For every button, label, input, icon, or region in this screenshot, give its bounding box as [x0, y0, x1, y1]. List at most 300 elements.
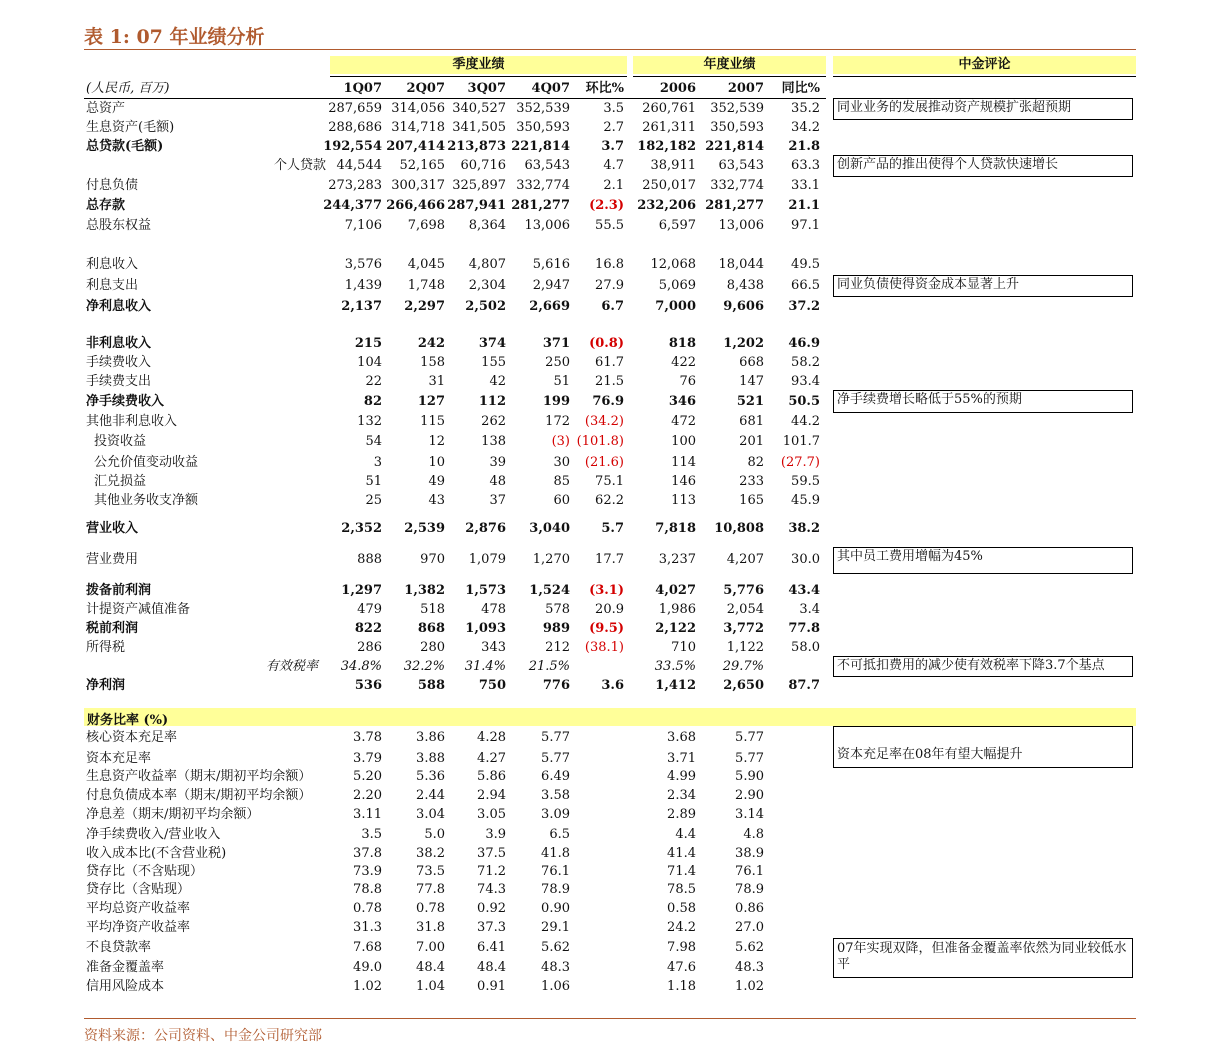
cell-value: 21.8 — [788, 139, 820, 154]
column-header: 1Q07 — [343, 81, 382, 96]
cell-value: 0.91 — [477, 979, 506, 994]
cell-value: 1,524 — [529, 583, 570, 598]
cell-value: 300,317 — [391, 178, 445, 193]
cell-value: 970 — [420, 552, 445, 567]
cell-value: 37.8 — [353, 846, 382, 861]
ratios-title: 财务比率 (%) — [87, 713, 169, 728]
row-label: 营业收入 — [86, 521, 139, 536]
cell-value: 1,079 — [468, 552, 506, 567]
cell-value: 45.9 — [791, 493, 820, 508]
cell-value: 78.8 — [353, 882, 382, 897]
row-label: 利息收入 — [86, 257, 139, 272]
cell-value: 199 — [542, 394, 570, 409]
cell-value: 422 — [671, 355, 696, 370]
commentary-header: 中金评论 — [833, 56, 1136, 74]
row-label: 汇兑损益 — [94, 474, 147, 489]
cell-value: 371 — [542, 336, 570, 351]
cell-value: 4.8 — [743, 827, 764, 842]
cell-value: 7.68 — [353, 940, 382, 955]
cell-value: 3.88 — [416, 751, 445, 766]
cell-value: 340,527 — [452, 101, 506, 116]
cell-value: 41.8 — [541, 846, 570, 861]
cell-value: 101.7 — [782, 434, 820, 449]
cell-value: 2,352 — [341, 521, 382, 536]
row-label: 收入成本比(不含营业税) — [86, 846, 227, 861]
cell-value: 478 — [481, 602, 506, 617]
cell-value: 42 — [489, 374, 506, 389]
cell-value: 30 — [553, 455, 570, 470]
cell-value: 17.7 — [595, 552, 624, 567]
cell-value: 518 — [420, 602, 445, 617]
cell-value: 350,593 — [710, 120, 764, 135]
cell-value: 346 — [668, 394, 696, 409]
cell-value: 51 — [553, 374, 570, 389]
row-label: 生息资产收益率（期末/期初平均余额） — [86, 769, 312, 784]
cell-value: 172 — [545, 414, 570, 429]
cell-value: 1.06 — [541, 979, 570, 994]
cell-value: 2.94 — [477, 788, 506, 803]
cell-value: (27.7) — [780, 455, 820, 470]
cell-value: 818 — [668, 336, 696, 351]
cell-value: 22 — [365, 374, 382, 389]
cell-value: 24.2 — [667, 920, 696, 935]
cell-value: 6.41 — [477, 940, 506, 955]
cell-value: 12,068 — [650, 257, 696, 272]
cell-value: 25 — [365, 493, 382, 508]
cell-value: 1.18 — [667, 979, 696, 994]
row-label: 总存款 — [86, 198, 126, 213]
cell-value: 21.1 — [788, 198, 820, 213]
cell-value: 4.7 — [603, 158, 624, 173]
cell-value: 2,122 — [655, 621, 696, 636]
quarterly-header: 季度业绩 — [330, 56, 627, 74]
cell-value: 2,054 — [726, 602, 764, 617]
column-header: 2006 — [659, 81, 696, 96]
cell-value: 352,539 — [710, 101, 764, 116]
cell-value: 314,718 — [391, 120, 445, 135]
cell-value: 3.6 — [601, 678, 624, 693]
cell-value: 29.1 — [541, 920, 570, 935]
row-label: 资本充足率 — [86, 751, 152, 766]
cell-value: 2,304 — [468, 278, 506, 293]
cell-value: 3 — [373, 455, 382, 470]
cell-value: 250,017 — [642, 178, 696, 193]
cell-value: 3.11 — [353, 807, 382, 822]
cell-value: 41.4 — [667, 846, 696, 861]
row-label: 税前利润 — [86, 621, 139, 636]
cell-value: 77.8 — [788, 621, 820, 636]
cell-value: (34.2) — [584, 414, 624, 429]
cell-value: 325,897 — [452, 178, 506, 193]
cell-value: 2.90 — [735, 788, 764, 803]
cell-value: 2,650 — [723, 678, 764, 693]
cell-value: 710 — [671, 640, 696, 655]
cell-value: 66.5 — [791, 278, 820, 293]
row-label: 贷存比（含贴现） — [86, 882, 191, 897]
cell-value: 8,364 — [468, 218, 506, 233]
column-header: 2Q07 — [406, 81, 445, 96]
cell-value: 1,122 — [726, 640, 764, 655]
cell-value: 3.05 — [477, 807, 506, 822]
cell-value: 71.2 — [477, 864, 506, 879]
cell-value: 77.8 — [416, 882, 445, 897]
cell-value: 73.9 — [353, 864, 382, 879]
row-label: 生息资产(毛额) — [86, 120, 175, 135]
cell-value: 5.77 — [735, 730, 764, 745]
cell-value: 4,045 — [407, 257, 445, 272]
cell-value: 287,659 — [328, 101, 382, 116]
cell-value: 29.7% — [722, 659, 764, 674]
cell-value: 3.68 — [667, 730, 696, 745]
row-label: 投资收益 — [94, 434, 147, 449]
cell-value: 2,876 — [465, 521, 506, 536]
cell-value: 4.28 — [477, 730, 506, 745]
cell-value: 280 — [420, 640, 445, 655]
row-label: 总资产 — [86, 101, 126, 116]
cell-value: 3,576 — [344, 257, 382, 272]
cell-value: 48.3 — [541, 960, 570, 975]
cell-value: 4,207 — [726, 552, 764, 567]
cell-value: 37.2 — [788, 299, 820, 314]
cell-value: 374 — [478, 336, 506, 351]
row-label: 净利润 — [86, 678, 126, 693]
cell-value: 82 — [363, 394, 382, 409]
cell-value: 71.4 — [667, 864, 696, 879]
row-label: 非利息收入 — [86, 336, 152, 351]
annual-header: 年度业绩 — [633, 56, 826, 74]
cell-value: 822 — [354, 621, 382, 636]
cell-value: 2.20 — [353, 788, 382, 803]
cell-value: 5.7 — [601, 521, 624, 536]
cell-value: 97.1 — [791, 218, 820, 233]
cell-value: 3,772 — [723, 621, 764, 636]
cell-value: 1,439 — [344, 278, 382, 293]
cell-value: 6.49 — [541, 769, 570, 784]
cell-value: 281,277 — [705, 198, 764, 213]
cell-value: 472 — [671, 414, 696, 429]
cell-value: 1,573 — [465, 583, 506, 598]
cell-value: 3.04 — [416, 807, 445, 822]
cell-value: 33.5% — [654, 659, 696, 674]
cell-value: 21.5% — [528, 659, 570, 674]
cell-value: 85 — [553, 474, 570, 489]
cell-value: 0.86 — [735, 901, 764, 916]
cell-value: 2.1 — [603, 178, 624, 193]
cell-value: 27.9 — [595, 278, 624, 293]
cell-value: 2,539 — [404, 521, 445, 536]
cell-value: 1,412 — [655, 678, 696, 693]
cell-value: 2,297 — [404, 299, 445, 314]
cell-value: 2.89 — [667, 807, 696, 822]
cell-value: 5.20 — [353, 769, 382, 784]
cell-value: 750 — [478, 678, 506, 693]
cell-value: 1.02 — [353, 979, 382, 994]
cell-value: 668 — [739, 355, 764, 370]
row-label: 其他非利息收入 — [86, 414, 178, 429]
cell-value: 2,947 — [532, 278, 570, 293]
header-rule — [330, 76, 627, 77]
cell-value: 5,776 — [723, 583, 764, 598]
column-header: 同比% — [781, 81, 820, 96]
cell-value: 989 — [542, 621, 570, 636]
cell-value: 2.44 — [416, 788, 445, 803]
row-label: 净手续费收入/营业收入 — [86, 827, 221, 842]
header-rule — [833, 76, 1136, 77]
row-label: 营业费用 — [86, 552, 139, 567]
row-label: 不良贷款率 — [86, 940, 152, 955]
footer-rule — [84, 1018, 1136, 1019]
cell-value: 286 — [357, 640, 382, 655]
cell-value: 3.7 — [601, 139, 624, 154]
cell-value: 58.2 — [791, 355, 820, 370]
cell-value: 212 — [545, 640, 570, 655]
cell-value: 6.5 — [549, 827, 570, 842]
cell-value: 4,807 — [468, 257, 506, 272]
cell-value: 261,311 — [642, 120, 696, 135]
cell-value: 0.78 — [353, 901, 382, 916]
cell-value: 3.5 — [603, 101, 624, 116]
row-label: 平均净资产收益率 — [86, 920, 191, 935]
cell-value: 7,000 — [655, 299, 696, 314]
cell-value: 350,593 — [516, 120, 570, 135]
cell-value: 1,382 — [404, 583, 445, 598]
cell-value: 221,814 — [511, 139, 570, 154]
cell-value: 242 — [417, 336, 445, 351]
comment-box: 同业负债使得资金成本显著上升 — [833, 275, 1133, 297]
cell-value: 3.5 — [361, 827, 382, 842]
cell-value: 61.7 — [595, 355, 624, 370]
row-label: 信用风险成本 — [86, 979, 165, 994]
cell-value: 48 — [489, 474, 506, 489]
cell-value: 76.1 — [735, 864, 764, 879]
cell-value: 31 — [428, 374, 445, 389]
cell-value: 13,006 — [524, 218, 570, 233]
cell-value: 20.9 — [595, 602, 624, 617]
cell-value: 343 — [481, 640, 506, 655]
cell-value: 46.9 — [788, 336, 820, 351]
cell-value: 5.77 — [541, 751, 570, 766]
cell-value: 44.2 — [791, 414, 820, 429]
ratios-band — [84, 708, 1136, 726]
cell-value: 21.5 — [595, 374, 624, 389]
cell-value: 113 — [671, 493, 696, 508]
cell-value: 33.1 — [791, 178, 820, 193]
cell-value: 34.8% — [340, 659, 382, 674]
cell-value: 76.9 — [592, 394, 624, 409]
row-label: 手续费支出 — [86, 374, 152, 389]
row-label: 计提资产减值准备 — [86, 602, 191, 617]
cell-value: 287,941 — [447, 198, 506, 213]
cell-value: 3.58 — [541, 788, 570, 803]
row-label: 手续费收入 — [86, 355, 152, 370]
cell-value: 3,040 — [529, 521, 570, 536]
row-label: 有效税率 — [266, 659, 319, 674]
cell-value: 232,206 — [637, 198, 696, 213]
cell-value: 78.9 — [735, 882, 764, 897]
row-label: 个人贷款 — [274, 158, 327, 173]
cell-value: 207,414 — [386, 139, 445, 154]
cell-value: 332,774 — [710, 178, 764, 193]
cell-value: 1,202 — [723, 336, 764, 351]
cell-value: 10 — [428, 455, 445, 470]
cell-value: 76 — [679, 374, 696, 389]
cell-value: 868 — [417, 621, 445, 636]
cell-value: 55.5 — [595, 218, 624, 233]
cell-value: 165 — [739, 493, 764, 508]
cell-value: 192,554 — [323, 139, 382, 154]
cell-value: 5.77 — [735, 751, 764, 766]
cell-value: 51 — [365, 474, 382, 489]
cell-value: (0.8) — [589, 336, 624, 351]
cell-value: 63,543 — [718, 158, 764, 173]
cell-value: (3) — [551, 434, 570, 449]
cell-value: 7,698 — [407, 218, 445, 233]
cell-value: 38.9 — [735, 846, 764, 861]
cell-value: 3,237 — [658, 552, 696, 567]
cell-value: 104 — [357, 355, 382, 370]
comment-box: 资本充足率在08年有望大幅提升 — [833, 726, 1133, 768]
cell-value: 4.4 — [675, 827, 696, 842]
row-label: 贷存比（不含贴现） — [86, 864, 204, 879]
comment-box: 07年实现双降，但准备金覆盖率依然为同业较低水平 — [833, 938, 1133, 978]
cell-value: 60,716 — [460, 158, 506, 173]
cell-value: 127 — [417, 394, 445, 409]
cell-value: 213,873 — [447, 139, 506, 154]
cell-value: 1.04 — [416, 979, 445, 994]
cell-value: 34.2 — [791, 120, 820, 135]
cell-value: 521 — [736, 394, 764, 409]
cell-value: 35.2 — [791, 101, 820, 116]
cell-value: 9,606 — [723, 299, 764, 314]
cell-value: 0.90 — [541, 901, 570, 916]
comment-box: 不可抵扣费用的减少使有效税率下降3.7个基点 — [833, 656, 1133, 677]
cell-value: 43.4 — [788, 583, 820, 598]
cell-value: 38.2 — [788, 521, 820, 536]
cell-value: 48.4 — [416, 960, 445, 975]
cell-value: 3.09 — [541, 807, 570, 822]
cell-value: 138 — [481, 434, 506, 449]
cell-value: 588 — [417, 678, 445, 693]
row-label: 净利息收入 — [86, 299, 152, 314]
cell-value: 44,544 — [336, 158, 382, 173]
cell-value: 1,297 — [341, 583, 382, 598]
cell-value: 82 — [747, 455, 764, 470]
cell-value: 7,106 — [344, 218, 382, 233]
cell-value: 93.4 — [791, 374, 820, 389]
cell-value: 3.79 — [353, 751, 382, 766]
cell-value: 536 — [354, 678, 382, 693]
cell-value: (38.1) — [584, 640, 624, 655]
cell-value: 260,761 — [642, 101, 696, 116]
cell-value: 39 — [489, 455, 506, 470]
cell-value: 5,069 — [658, 278, 696, 293]
cell-value: 0.78 — [416, 901, 445, 916]
table-title: 表 1: 07 年业绩分析 — [84, 26, 265, 48]
row-label: 付息负债成本率（期末/期初平均余额） — [86, 788, 312, 803]
cell-value: 75.1 — [595, 474, 624, 489]
cell-value: 4.27 — [477, 751, 506, 766]
row-label: 平均总资产收益率 — [86, 901, 191, 916]
unit-label: (人民币, 百万) — [86, 81, 170, 96]
cell-value: 341,505 — [452, 120, 506, 135]
cell-value: 16.8 — [595, 257, 624, 272]
row-label: 拨备前利润 — [86, 583, 152, 598]
column-header: 3Q07 — [467, 81, 506, 96]
row-label: 付息负债 — [86, 178, 139, 193]
cell-value: 6,597 — [658, 218, 696, 233]
cell-value: 578 — [545, 602, 570, 617]
cell-value: 2,669 — [529, 299, 570, 314]
cell-value: 115 — [420, 414, 445, 429]
cell-value: 1,270 — [532, 552, 570, 567]
cell-value: 5.90 — [735, 769, 764, 784]
cell-value: 49 — [428, 474, 445, 489]
cell-value: (9.5) — [589, 621, 624, 636]
row-label: 总贷款(毛额) — [86, 139, 164, 154]
cell-value: 2.7 — [603, 120, 624, 135]
cell-value: 50.5 — [788, 394, 820, 409]
cell-value: 4,027 — [655, 583, 696, 598]
cell-value: 147 — [739, 374, 764, 389]
cell-value: 215 — [354, 336, 382, 351]
row-label: 公允价值变动收益 — [94, 455, 199, 470]
cell-value: 479 — [357, 602, 382, 617]
cell-value: 3.78 — [353, 730, 382, 745]
cell-value: 73.5 — [416, 864, 445, 879]
cell-value: 7.98 — [667, 940, 696, 955]
cell-value: 888 — [357, 552, 382, 567]
cell-value: 3.4 — [799, 602, 820, 617]
cell-value: 5.0 — [424, 827, 445, 842]
header-rule — [633, 76, 826, 77]
row-label: 利息支出 — [86, 278, 139, 293]
row-label: 核心资本充足率 — [86, 730, 178, 745]
source-note: 资料来源：公司资料、中金公司研究部 — [84, 1028, 322, 1044]
cell-value: 266,466 — [386, 198, 445, 213]
cell-value: 262 — [481, 414, 506, 429]
cell-value: 1,748 — [407, 278, 445, 293]
cell-value: 0.58 — [667, 901, 696, 916]
cell-value: 244,377 — [323, 198, 382, 213]
cell-value: 49.0 — [353, 960, 382, 975]
cell-value: 78.9 — [541, 882, 570, 897]
cell-value: 114 — [671, 455, 696, 470]
column-header: 2007 — [727, 81, 764, 96]
cell-value: 5.36 — [416, 769, 445, 784]
column-header: 4Q07 — [531, 81, 570, 96]
cell-value: 221,814 — [705, 139, 764, 154]
column-header-rule — [84, 98, 826, 99]
cell-value: 76.1 — [541, 864, 570, 879]
cell-value: 7.00 — [416, 940, 445, 955]
cell-value: 37.3 — [477, 920, 506, 935]
cell-value: 5.62 — [735, 940, 764, 955]
cell-value: 0.92 — [477, 901, 506, 916]
cell-value: 54 — [365, 434, 382, 449]
cell-value: 201 — [739, 434, 764, 449]
title-rule — [84, 49, 1136, 50]
cell-value: 1,093 — [465, 621, 506, 636]
cell-value: 3.14 — [735, 807, 764, 822]
cell-value: 155 — [481, 355, 506, 370]
cell-value: 6.7 — [601, 299, 624, 314]
comment-box: 创新产品的推出使得个人贷款快速增长 — [833, 155, 1133, 177]
cell-value: 3.9 — [485, 827, 506, 842]
cell-value: 43 — [428, 493, 445, 508]
cell-value: 74.3 — [477, 882, 506, 897]
cell-value: 63,543 — [524, 158, 570, 173]
cell-value: 31.4% — [464, 659, 506, 674]
